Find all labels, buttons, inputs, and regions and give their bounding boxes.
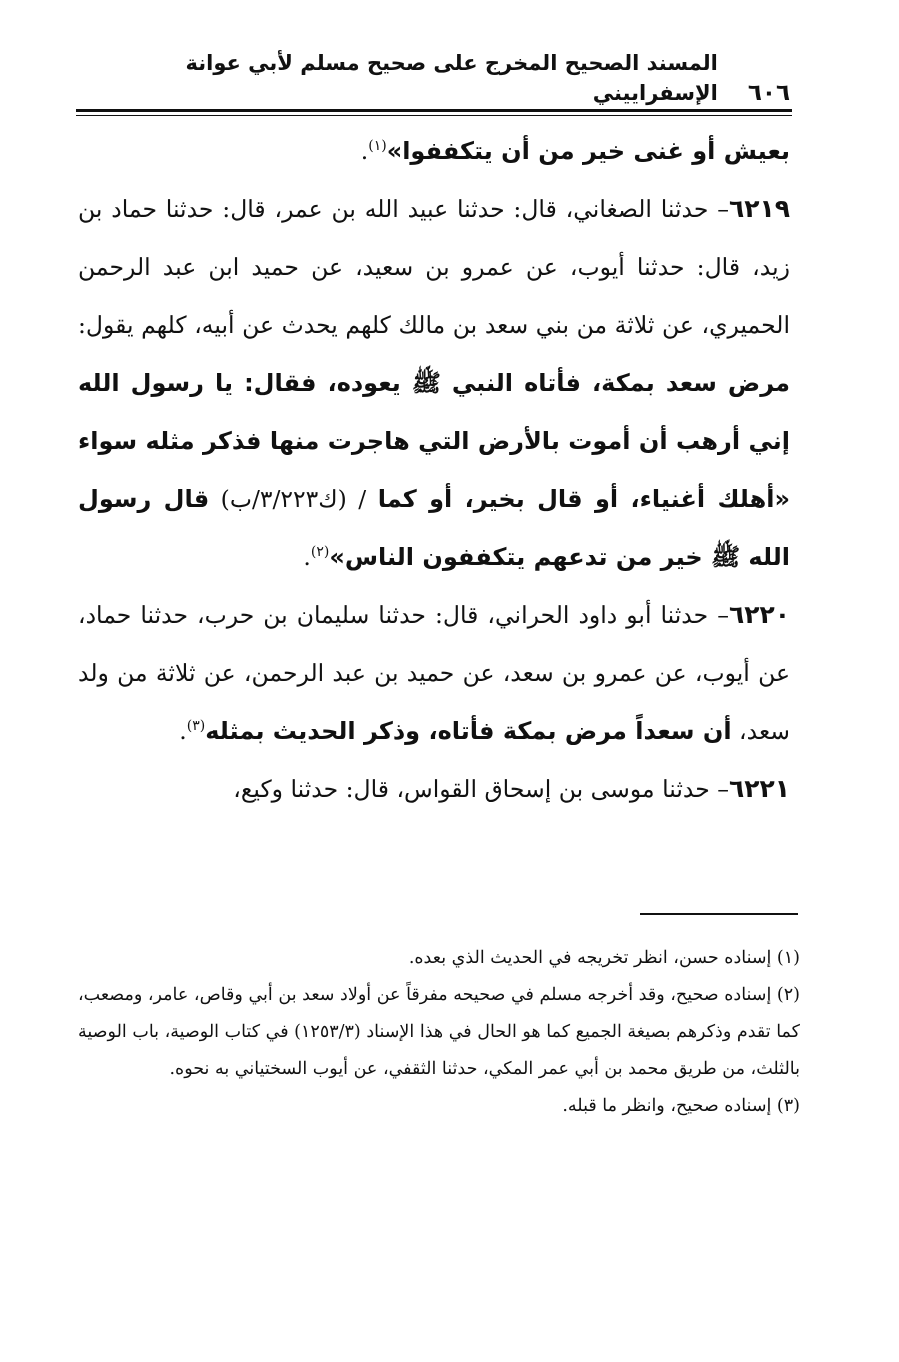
matn-text: مرض سعد بمكة، فأتاه النبي ﷺ يعوده، فقال: يا رسول الله إني أرهب أن أموت بالأرض التي هاجرت منها فذكر مثله سواء «أهلك أغنياء، أو قال بخير، أو كما <box>78 369 790 513</box>
paragraph-continuation <box>78 122 790 180</box>
hadith-number: ٦٢٢١ <box>728 774 790 803</box>
period: . <box>360 137 369 165</box>
footnote-ref: (٣) <box>186 718 206 735</box>
hadith-6220 <box>78 586 790 760</box>
header-rule-thin <box>76 115 792 116</box>
header-rule-thick <box>76 109 792 112</box>
page-header <box>78 51 790 108</box>
matn-text-2: قال رسول الله ﷺ خير من تدعهم يتكففون الناس» <box>78 485 790 571</box>
footnote-separator <box>640 913 798 915</box>
footnote-ref: (٢) <box>310 544 330 561</box>
main-text <box>78 122 790 818</box>
footnote-3: (٣) إسناده صحيح، وانظر ما قبله. <box>562 1096 800 1116</box>
isnad-text: – حدثنا الصغاني، قال: حدثنا عبيد الله بن عمر، قال: حدثنا حماد بن زيد، قال: حدثنا أيوب، عن عمرو بن سعيد، عن حميد ابن عبد الرحمن الحميري، عن ثلاثة من بني سعد بن مالك كلهم يحدث عن أبيه، كلهم يقول: <box>78 195 790 339</box>
isnad-text: – حدثنا أبو داود الحراني، قال: حدثنا سليمان بن حرب، حدثنا حماد، عن أيوب، عن عمرو بن سعد، عن حميد بن عبد الرحمن، عن ثلاثة من ولد سعد، <box>78 601 790 745</box>
footnotes <box>78 940 800 1125</box>
bold-text: بعيش أو غنى خير من أن يتكففوا» <box>386 137 790 165</box>
footnote-ref: (١) <box>368 138 387 155</box>
hadith-6219 <box>78 180 790 586</box>
footnote-1: (١) إسناده حسن، انظر تخريجه في الحديث الذي بعده. <box>408 948 800 968</box>
hadith-6221 <box>78 760 790 818</box>
isnad-text: – حدثنا موسى بن إسحاق القواس، قال: حدثنا وكيع، <box>233 775 729 803</box>
footnote-2: (٢) إسناده صحيح، وقد أخرجه مسلم في صحيحه مفرقاً عن أولاد سعد بن أبي وقاص، عامر، ومصعب، كما تقدم وذكرهم بصيغة الجميع كما هو الحال في هذا الإسناد (١٢٥٣/٣) في كتاب الوصية، باب الوصية بالثلث، من طريق محمد بن أبي عمر المكي، حدثنا الثقفي، عن أيوب السختياني به نحوه. <box>78 985 800 1079</box>
hadith-number: ٦٢٢٠ <box>728 600 790 629</box>
period: . <box>303 543 311 571</box>
hadith-number: ٦٢١٩ <box>728 194 790 223</box>
manuscript-ref: / (ك٣/٢٢٣/ب) <box>220 485 367 513</box>
matn-text: أن سعداً مرض بمكة فأتاه، وذكر الحديث بمثله <box>205 717 732 745</box>
page-number: ٦٠٦ <box>747 80 790 106</box>
running-title: المسند الصحيح المخرج على صحيح مسلم لأبي عوانة الإسفراييني <box>185 51 718 105</box>
period: . <box>179 717 187 745</box>
